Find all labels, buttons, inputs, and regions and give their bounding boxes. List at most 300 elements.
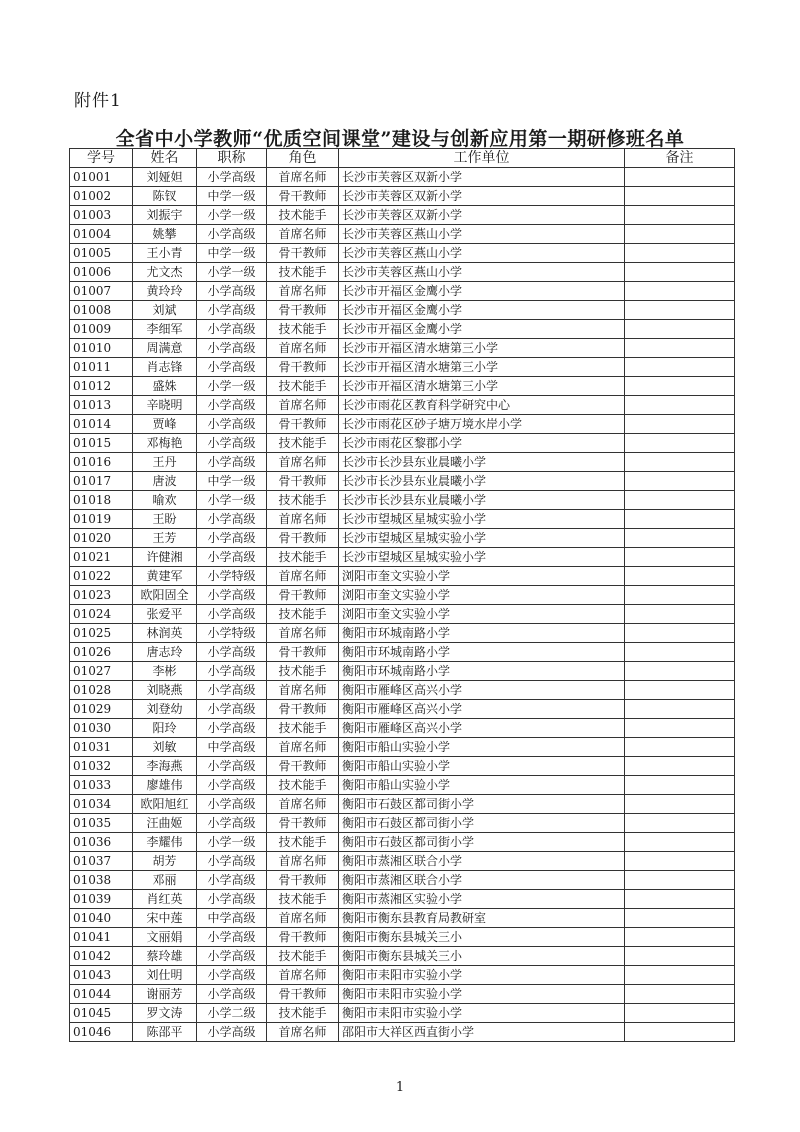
cell-id: 01041 bbox=[70, 928, 133, 947]
cell-title: 小学高级 bbox=[197, 681, 267, 700]
cell-role: 首席名师 bbox=[267, 339, 339, 358]
cell-role: 首席名师 bbox=[267, 738, 339, 757]
cell-id: 01033 bbox=[70, 776, 133, 795]
cell-remark bbox=[625, 396, 735, 415]
cell-unit: 长沙市雨花区教育科学研究中心 bbox=[339, 396, 625, 415]
table-row bbox=[70, 605, 735, 624]
table-row bbox=[70, 339, 735, 358]
table-row bbox=[70, 206, 735, 225]
cell-role: 技术能手 bbox=[267, 947, 339, 966]
cell-unit: 浏阳市奎文实验小学 bbox=[339, 586, 625, 605]
cell-remark bbox=[625, 928, 735, 947]
cell-name: 欧阳旭红 bbox=[133, 795, 197, 814]
table-row bbox=[70, 548, 735, 567]
cell-remark bbox=[625, 966, 735, 985]
cell-title: 小学高级 bbox=[197, 795, 267, 814]
cell-unit: 衡阳市环城南路小学 bbox=[339, 643, 625, 662]
table-row bbox=[70, 358, 735, 377]
table-row bbox=[70, 320, 735, 339]
table-row bbox=[70, 396, 735, 415]
cell-role: 骨干教师 bbox=[267, 187, 339, 206]
cell-role: 技术能手 bbox=[267, 719, 339, 738]
cell-unit: 长沙市长沙县东业晨曦小学 bbox=[339, 491, 625, 510]
table-row bbox=[70, 928, 735, 947]
table-row bbox=[70, 263, 735, 282]
cell-unit: 衡阳市蒸湘区实验小学 bbox=[339, 890, 625, 909]
header-title: 职称 bbox=[197, 149, 267, 168]
cell-id: 01009 bbox=[70, 320, 133, 339]
cell-unit: 浏阳市奎文实验小学 bbox=[339, 605, 625, 624]
cell-unit: 衡阳市船山实验小学 bbox=[339, 776, 625, 795]
cell-name: 尤文杰 bbox=[133, 263, 197, 282]
cell-name: 盛姝 bbox=[133, 377, 197, 396]
cell-name: 辛晓明 bbox=[133, 396, 197, 415]
cell-unit: 衡阳市船山实验小学 bbox=[339, 738, 625, 757]
table-row bbox=[70, 738, 735, 757]
cell-unit: 长沙市望城区星城实验小学 bbox=[339, 529, 625, 548]
cell-title: 小学高级 bbox=[197, 643, 267, 662]
cell-role: 技术能手 bbox=[267, 1004, 339, 1023]
table-row bbox=[70, 187, 735, 206]
cell-title: 小学高级 bbox=[197, 358, 267, 377]
cell-unit: 长沙市芙蓉区燕山小学 bbox=[339, 225, 625, 244]
cell-title: 小学高级 bbox=[197, 415, 267, 434]
table-row bbox=[70, 529, 735, 548]
cell-unit: 衡阳市雁峰区高兴小学 bbox=[339, 700, 625, 719]
cell-role: 首席名师 bbox=[267, 168, 339, 187]
cell-title: 中学一级 bbox=[197, 472, 267, 491]
cell-title: 小学高级 bbox=[197, 453, 267, 472]
table-row bbox=[70, 567, 735, 586]
cell-name: 周满意 bbox=[133, 339, 197, 358]
cell-id: 01005 bbox=[70, 244, 133, 263]
cell-name: 胡芳 bbox=[133, 852, 197, 871]
cell-id: 01026 bbox=[70, 643, 133, 662]
cell-name: 王芳 bbox=[133, 529, 197, 548]
cell-name: 贾峰 bbox=[133, 415, 197, 434]
cell-id: 01007 bbox=[70, 282, 133, 301]
cell-role: 骨干教师 bbox=[267, 358, 339, 377]
header-unit: 工作单位 bbox=[339, 149, 625, 168]
cell-title: 中学一级 bbox=[197, 187, 267, 206]
cell-id: 01028 bbox=[70, 681, 133, 700]
cell-role: 骨干教师 bbox=[267, 301, 339, 320]
cell-id: 01040 bbox=[70, 909, 133, 928]
cell-role: 技术能手 bbox=[267, 605, 339, 624]
cell-name: 刘斌 bbox=[133, 301, 197, 320]
cell-remark bbox=[625, 985, 735, 1004]
cell-title: 小学高级 bbox=[197, 700, 267, 719]
table-row bbox=[70, 415, 735, 434]
cell-unit: 长沙市开福区金鹰小学 bbox=[339, 282, 625, 301]
cell-remark bbox=[625, 320, 735, 339]
table-row bbox=[70, 909, 735, 928]
cell-id: 01029 bbox=[70, 700, 133, 719]
cell-unit: 衡阳市衡东县城关三小 bbox=[339, 947, 625, 966]
cell-remark bbox=[625, 700, 735, 719]
cell-title: 小学高级 bbox=[197, 947, 267, 966]
cell-title: 中学一级 bbox=[197, 244, 267, 263]
cell-id: 01014 bbox=[70, 415, 133, 434]
cell-unit: 衡阳市环城南路小学 bbox=[339, 662, 625, 681]
cell-title: 小学特级 bbox=[197, 567, 267, 586]
cell-remark bbox=[625, 871, 735, 890]
cell-title: 小学高级 bbox=[197, 168, 267, 187]
table-row bbox=[70, 624, 735, 643]
cell-name: 邓梅艳 bbox=[133, 434, 197, 453]
cell-name: 李彬 bbox=[133, 662, 197, 681]
cell-name: 欧阳固全 bbox=[133, 586, 197, 605]
cell-role: 首席名师 bbox=[267, 852, 339, 871]
cell-unit: 长沙市开福区金鹰小学 bbox=[339, 301, 625, 320]
cell-title: 小学高级 bbox=[197, 852, 267, 871]
table-row bbox=[70, 510, 735, 529]
cell-unit: 长沙市芙蓉区双新小学 bbox=[339, 206, 625, 225]
cell-title: 小学高级 bbox=[197, 928, 267, 947]
cell-id: 01018 bbox=[70, 491, 133, 510]
cell-unit: 长沙市长沙县东业晨曦小学 bbox=[339, 453, 625, 472]
cell-remark bbox=[625, 358, 735, 377]
cell-role: 首席名师 bbox=[267, 1023, 339, 1042]
cell-id: 01027 bbox=[70, 662, 133, 681]
cell-id: 01034 bbox=[70, 795, 133, 814]
table-row bbox=[70, 947, 735, 966]
cell-name: 王盼 bbox=[133, 510, 197, 529]
cell-title: 小学高级 bbox=[197, 529, 267, 548]
cell-id: 01030 bbox=[70, 719, 133, 738]
cell-remark bbox=[625, 567, 735, 586]
cell-remark bbox=[625, 681, 735, 700]
cell-unit: 长沙市望城区星城实验小学 bbox=[339, 548, 625, 567]
cell-id: 01020 bbox=[70, 529, 133, 548]
cell-unit: 衡阳市蒸湘区联合小学 bbox=[339, 852, 625, 871]
cell-title: 小学高级 bbox=[197, 396, 267, 415]
cell-role: 技术能手 bbox=[267, 434, 339, 453]
cell-name: 罗文涛 bbox=[133, 1004, 197, 1023]
cell-name: 唐波 bbox=[133, 472, 197, 491]
cell-title: 小学一级 bbox=[197, 833, 267, 852]
cell-role: 首席名师 bbox=[267, 966, 339, 985]
cell-id: 01025 bbox=[70, 624, 133, 643]
cell-unit: 长沙市开福区清水塘第三小学 bbox=[339, 358, 625, 377]
cell-id: 01011 bbox=[70, 358, 133, 377]
cell-role: 技术能手 bbox=[267, 776, 339, 795]
cell-id: 01044 bbox=[70, 985, 133, 1004]
cell-title: 小学特级 bbox=[197, 624, 267, 643]
table-row bbox=[70, 985, 735, 1004]
page-number: 1 bbox=[395, 1080, 405, 1095]
table-row bbox=[70, 776, 735, 795]
header-name: 姓名 bbox=[133, 149, 197, 168]
cell-remark bbox=[625, 453, 735, 472]
cell-id: 01043 bbox=[70, 966, 133, 985]
cell-name: 宋中莲 bbox=[133, 909, 197, 928]
cell-role: 骨干教师 bbox=[267, 871, 339, 890]
cell-role: 首席名师 bbox=[267, 510, 339, 529]
cell-unit: 衡阳市耒阳市实验小学 bbox=[339, 985, 625, 1004]
cell-name: 汪曲姬 bbox=[133, 814, 197, 833]
cell-id: 01042 bbox=[70, 947, 133, 966]
cell-name: 刘娅妲 bbox=[133, 168, 197, 187]
table-body bbox=[70, 168, 735, 1042]
cell-name: 刘晓燕 bbox=[133, 681, 197, 700]
cell-remark bbox=[625, 225, 735, 244]
cell-remark bbox=[625, 301, 735, 320]
cell-name: 刘振宇 bbox=[133, 206, 197, 225]
cell-role: 技术能手 bbox=[267, 491, 339, 510]
cell-name: 文丽娟 bbox=[133, 928, 197, 947]
cell-id: 01039 bbox=[70, 890, 133, 909]
table-row bbox=[70, 301, 735, 320]
cell-unit: 衡阳市环城南路小学 bbox=[339, 624, 625, 643]
cell-remark bbox=[625, 377, 735, 396]
cell-remark bbox=[625, 434, 735, 453]
cell-title: 小学高级 bbox=[197, 320, 267, 339]
cell-remark bbox=[625, 586, 735, 605]
cell-unit: 衡阳市船山实验小学 bbox=[339, 757, 625, 776]
cell-unit: 长沙市雨花区黎郡小学 bbox=[339, 434, 625, 453]
cell-role: 技术能手 bbox=[267, 548, 339, 567]
cell-id: 01016 bbox=[70, 453, 133, 472]
cell-title: 小学高级 bbox=[197, 282, 267, 301]
table-row bbox=[70, 1004, 735, 1023]
cell-unit: 衡阳市石鼓区都司街小学 bbox=[339, 795, 625, 814]
cell-role: 骨干教师 bbox=[267, 643, 339, 662]
table-row bbox=[70, 814, 735, 833]
cell-role: 技术能手 bbox=[267, 662, 339, 681]
cell-name: 刘敏 bbox=[133, 738, 197, 757]
cell-name: 李细军 bbox=[133, 320, 197, 339]
cell-remark bbox=[625, 795, 735, 814]
cell-remark bbox=[625, 909, 735, 928]
cell-name: 张爱平 bbox=[133, 605, 197, 624]
cell-id: 01001 bbox=[70, 168, 133, 187]
table-row bbox=[70, 491, 735, 510]
cell-name: 许健湘 bbox=[133, 548, 197, 567]
cell-id: 01003 bbox=[70, 206, 133, 225]
cell-name: 王小青 bbox=[133, 244, 197, 263]
cell-name: 黄建军 bbox=[133, 567, 197, 586]
header-role: 角色 bbox=[267, 149, 339, 168]
document-title: 全省中小学教师“优质空间课堂”建设与创新应用第一期研修班名单 bbox=[115, 128, 685, 150]
table-row bbox=[70, 1023, 735, 1042]
cell-role: 首席名师 bbox=[267, 795, 339, 814]
cell-title: 小学高级 bbox=[197, 985, 267, 1004]
cell-id: 01045 bbox=[70, 1004, 133, 1023]
cell-unit: 衡阳市石鼓区都司街小学 bbox=[339, 814, 625, 833]
cell-unit: 长沙市开福区清水塘第三小学 bbox=[339, 377, 625, 396]
cell-remark bbox=[625, 738, 735, 757]
cell-title: 小学高级 bbox=[197, 225, 267, 244]
table-row bbox=[70, 871, 735, 890]
cell-remark bbox=[625, 472, 735, 491]
table-row bbox=[70, 719, 735, 738]
cell-title: 小学高级 bbox=[197, 301, 267, 320]
cell-role: 首席名师 bbox=[267, 282, 339, 301]
cell-title: 小学二级 bbox=[197, 1004, 267, 1023]
cell-name: 李耀伟 bbox=[133, 833, 197, 852]
cell-id: 01046 bbox=[70, 1023, 133, 1042]
cell-remark bbox=[625, 662, 735, 681]
table-row bbox=[70, 586, 735, 605]
cell-unit: 衡阳市石鼓区都司街小学 bbox=[339, 833, 625, 852]
cell-title: 小学高级 bbox=[197, 605, 267, 624]
table-row bbox=[70, 377, 735, 396]
cell-remark bbox=[625, 187, 735, 206]
cell-name: 喻欢 bbox=[133, 491, 197, 510]
cell-remark bbox=[625, 776, 735, 795]
cell-name: 陈邵平 bbox=[133, 1023, 197, 1042]
cell-remark bbox=[625, 890, 735, 909]
cell-title: 小学高级 bbox=[197, 814, 267, 833]
table-row bbox=[70, 244, 735, 263]
cell-role: 首席名师 bbox=[267, 624, 339, 643]
cell-id: 01022 bbox=[70, 567, 133, 586]
cell-id: 01019 bbox=[70, 510, 133, 529]
cell-name: 唐志玲 bbox=[133, 643, 197, 662]
cell-role: 首席名师 bbox=[267, 681, 339, 700]
table-row bbox=[70, 966, 735, 985]
cell-name: 姚攀 bbox=[133, 225, 197, 244]
cell-role: 首席名师 bbox=[267, 453, 339, 472]
cell-remark bbox=[625, 947, 735, 966]
cell-id: 01038 bbox=[70, 871, 133, 890]
cell-title: 小学一级 bbox=[197, 263, 267, 282]
cell-unit: 长沙市芙蓉区双新小学 bbox=[339, 187, 625, 206]
cell-remark bbox=[625, 852, 735, 871]
cell-role: 骨干教师 bbox=[267, 928, 339, 947]
table-row bbox=[70, 168, 735, 187]
cell-title: 中学高级 bbox=[197, 738, 267, 757]
cell-remark bbox=[625, 548, 735, 567]
cell-unit: 浏阳市奎文实验小学 bbox=[339, 567, 625, 586]
cell-id: 01002 bbox=[70, 187, 133, 206]
cell-remark bbox=[625, 1004, 735, 1023]
cell-remark bbox=[625, 605, 735, 624]
cell-remark bbox=[625, 263, 735, 282]
cell-title: 小学高级 bbox=[197, 719, 267, 738]
cell-title: 小学高级 bbox=[197, 434, 267, 453]
cell-title: 小学高级 bbox=[197, 586, 267, 605]
header-id: 学号 bbox=[70, 149, 133, 168]
cell-id: 01012 bbox=[70, 377, 133, 396]
cell-role: 骨干教师 bbox=[267, 814, 339, 833]
cell-unit: 长沙市开福区清水塘第三小学 bbox=[339, 339, 625, 358]
cell-unit: 衡阳市雁峰区高兴小学 bbox=[339, 681, 625, 700]
cell-unit: 邵阳市大祥区西直街小学 bbox=[339, 1023, 625, 1042]
cell-title: 小学一级 bbox=[197, 206, 267, 225]
cell-name: 刘登幼 bbox=[133, 700, 197, 719]
cell-role: 骨干教师 bbox=[267, 985, 339, 1004]
table-row bbox=[70, 700, 735, 719]
cell-title: 小学高级 bbox=[197, 871, 267, 890]
cell-name: 黄玲玲 bbox=[133, 282, 197, 301]
cell-title: 小学高级 bbox=[197, 339, 267, 358]
cell-id: 01035 bbox=[70, 814, 133, 833]
cell-unit: 长沙市望城区星城实验小学 bbox=[339, 510, 625, 529]
table-row bbox=[70, 757, 735, 776]
cell-name: 邓丽 bbox=[133, 871, 197, 890]
cell-title: 小学一级 bbox=[197, 491, 267, 510]
cell-title: 小学高级 bbox=[197, 1023, 267, 1042]
cell-name: 廖雄伟 bbox=[133, 776, 197, 795]
cell-title: 小学高级 bbox=[197, 548, 267, 567]
cell-unit: 衡阳市蒸湘区联合小学 bbox=[339, 871, 625, 890]
cell-name: 王丹 bbox=[133, 453, 197, 472]
cell-title: 小学高级 bbox=[197, 662, 267, 681]
cell-remark bbox=[625, 529, 735, 548]
cell-remark bbox=[625, 282, 735, 301]
cell-id: 01013 bbox=[70, 396, 133, 415]
cell-remark bbox=[625, 1023, 735, 1042]
roster-table bbox=[69, 148, 735, 1042]
table-row bbox=[70, 434, 735, 453]
cell-unit: 长沙市开福区金鹰小学 bbox=[339, 320, 625, 339]
cell-unit: 长沙市长沙县东业晨曦小学 bbox=[339, 472, 625, 491]
cell-id: 01037 bbox=[70, 852, 133, 871]
cell-remark bbox=[625, 244, 735, 263]
cell-name: 林润英 bbox=[133, 624, 197, 643]
cell-remark bbox=[625, 168, 735, 187]
cell-unit: 长沙市芙蓉区燕山小学 bbox=[339, 244, 625, 263]
cell-id: 01015 bbox=[70, 434, 133, 453]
cell-name: 肖志锋 bbox=[133, 358, 197, 377]
cell-role: 骨干教师 bbox=[267, 529, 339, 548]
cell-unit: 衡阳市衡东县教育局教研室 bbox=[339, 909, 625, 928]
table-row bbox=[70, 472, 735, 491]
cell-id: 01006 bbox=[70, 263, 133, 282]
cell-name: 陈钗 bbox=[133, 187, 197, 206]
header-row bbox=[70, 149, 735, 168]
cell-name: 肖红英 bbox=[133, 890, 197, 909]
table-row bbox=[70, 282, 735, 301]
cell-role: 首席名师 bbox=[267, 909, 339, 928]
cell-unit: 衡阳市雁峰区高兴小学 bbox=[339, 719, 625, 738]
cell-id: 01024 bbox=[70, 605, 133, 624]
cell-title: 小学高级 bbox=[197, 510, 267, 529]
cell-title: 小学高级 bbox=[197, 890, 267, 909]
cell-unit: 衡阳市耒阳市实验小学 bbox=[339, 1004, 625, 1023]
cell-remark bbox=[625, 719, 735, 738]
table-row bbox=[70, 795, 735, 814]
attachment-label: 附件1 bbox=[74, 91, 122, 111]
cell-unit: 长沙市雨花区砂子塘万境水岸小学 bbox=[339, 415, 625, 434]
cell-title: 小学高级 bbox=[197, 966, 267, 985]
cell-remark bbox=[625, 833, 735, 852]
cell-role: 骨干教师 bbox=[267, 700, 339, 719]
cell-remark bbox=[625, 643, 735, 662]
cell-role: 技术能手 bbox=[267, 320, 339, 339]
cell-role: 骨干教师 bbox=[267, 586, 339, 605]
cell-role: 技术能手 bbox=[267, 377, 339, 396]
cell-remark bbox=[625, 814, 735, 833]
cell-remark bbox=[625, 757, 735, 776]
cell-id: 01010 bbox=[70, 339, 133, 358]
cell-role: 首席名师 bbox=[267, 567, 339, 586]
cell-id: 01017 bbox=[70, 472, 133, 491]
table-row bbox=[70, 833, 735, 852]
cell-role: 骨干教师 bbox=[267, 472, 339, 491]
cell-id: 01031 bbox=[70, 738, 133, 757]
cell-role: 首席名师 bbox=[267, 225, 339, 244]
cell-role: 技术能手 bbox=[267, 833, 339, 852]
cell-name: 蔡玲雄 bbox=[133, 947, 197, 966]
cell-id: 01023 bbox=[70, 586, 133, 605]
header-remark: 备注 bbox=[625, 149, 735, 168]
cell-remark bbox=[625, 510, 735, 529]
cell-remark bbox=[625, 339, 735, 358]
cell-id: 01021 bbox=[70, 548, 133, 567]
